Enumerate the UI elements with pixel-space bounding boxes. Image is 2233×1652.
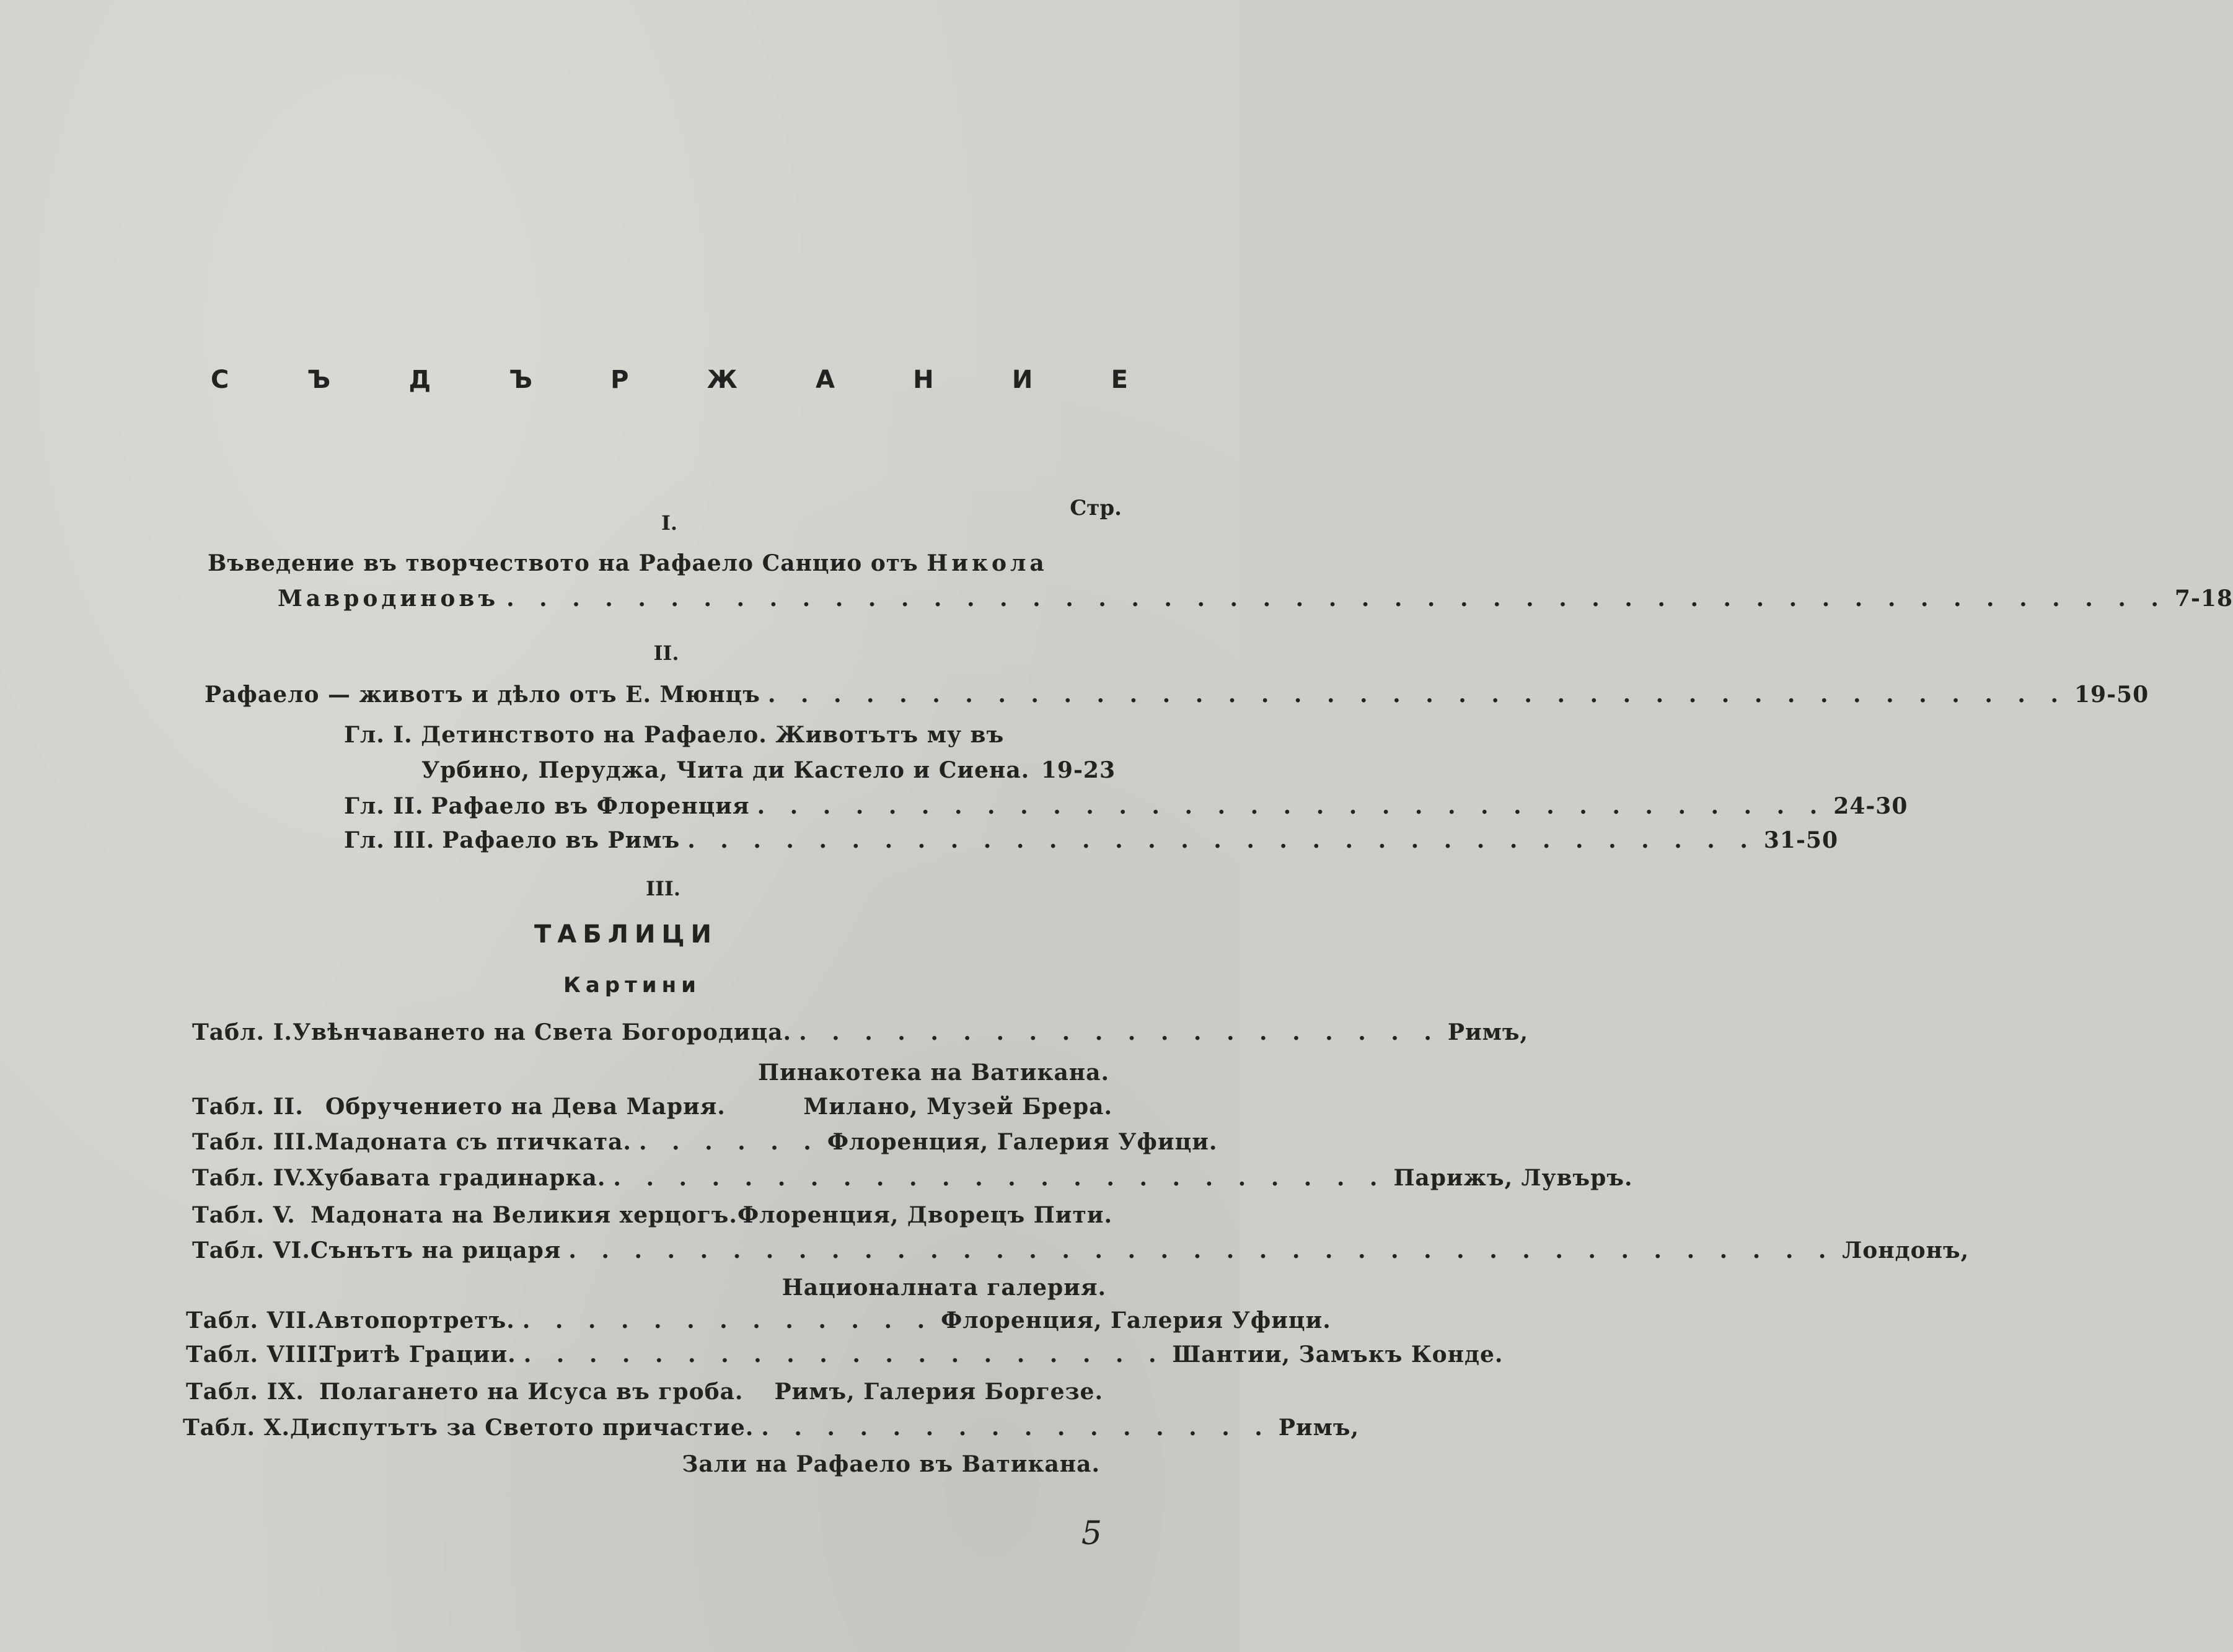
plate-title: Сънътъ на рицаря [310,1237,562,1263]
plate-row [192,1237,1970,1263]
page-number: 5 [1081,1515,1102,1552]
title-letter: Ъ [509,366,532,394]
plate-label: Табл. III. [192,1129,315,1155]
toc-entry-text: Въведение въ творчеството на Рафаело Санцио отъ [208,550,918,576]
chapter-title: Детинството на Рафаело. Животътъ му въ [421,722,1005,748]
plate-place: Шантии, Замъкъ Конде. [1172,1342,1504,1368]
page-range: 19-23 [1041,757,1116,783]
plate-label: Табл. VII. [186,1307,315,1333]
leader-dots: . . . . . . . . . . . . . . . . . . . . . . . . [613,1165,1386,1191]
chapter-title-cont: Урбино, Перуджа, Чита ди Кастело и Сиена. [421,757,1030,783]
title-letter: Е [1111,366,1128,394]
plate-row [192,1129,1218,1155]
plate-row [192,1094,1112,1120]
page-range: 19-50 [2074,682,2149,708]
plate-place: Римъ, [1447,1019,1529,1045]
page-range: 7-18 [2174,586,2233,612]
plate-row [192,1165,1633,1191]
title-letter: Ж [707,366,738,394]
section-numeral: I. [661,511,678,535]
chapter-label: Гл. III. [344,827,435,853]
plate-label: Табл. VIII. [186,1342,327,1368]
toc-entry-line [208,550,1048,576]
title-letter: С [211,366,229,394]
plate-title: Обручението на Дева Мария. [325,1094,726,1120]
plate-place: Римъ, [1278,1415,1360,1441]
chapter-entry-row [344,793,1908,819]
plate-label: Табл. IX. [186,1379,304,1405]
plate-place: Флоренция, Дворецъ Пити. [737,1202,1112,1228]
chapter-title: Рафаело въ Римъ [442,827,680,853]
plate-place: Парижъ, Лувъръ. [1393,1165,1633,1191]
chapter-entry-line [344,722,1004,748]
plate-label: Табл. IV. [192,1165,307,1191]
section-numeral: II. [653,641,679,665]
plate-row [186,1307,1331,1333]
plate-label: Табл. I. [192,1019,293,1045]
toc-entry-row [278,586,2233,612]
leader-dots: . . . . . . . . . . . . . . . . . . . . . . . . . . . . . . . . . [687,827,1756,853]
plate-label: Табл. V. [192,1202,296,1228]
toc-entry-row [205,682,2149,708]
plate-title: Увѣнчаването на Света Богородица. [292,1019,792,1045]
plate-place-cont: Националната галерия. [782,1275,1106,1301]
leader-dots: . . . . . . [638,1129,820,1155]
chapter-label: Гл. II. [344,793,424,819]
plate-label: Табл. X. [183,1415,291,1441]
leader-dots: . . . . . . . . . . . . . . . . . . . . . . . . . . . . . . . . . [757,793,1826,819]
plate-row [186,1379,1103,1405]
plate-label: Табл. VI. [192,1237,311,1263]
author-first-name: Никола [927,550,1048,576]
leader-dots: . . . . . . . . . . . . . [522,1307,934,1333]
plate-place: Флоренция, Галерия Уфици. [941,1307,1331,1333]
leader-dots: . . . . . . . . . . . . . . . . . . . . [523,1342,1165,1368]
leader-dots: . . . . . . . . . . . . . . . . . . . . . . . . . . . . . . . . . . . . . . . [568,1237,1835,1263]
title-letter: Р [610,366,629,394]
plate-place: Флоренция, Галерия Уфици. [827,1129,1218,1155]
plate-title: Автопортретъ. [315,1307,515,1333]
plate-place-cont: Пинакотека на Ватикана. [758,1060,1109,1086]
title-letter: А [815,366,835,394]
plate-place: Лондонъ, [1842,1237,1970,1263]
chapter-label: Гл. I. [344,722,413,748]
leader-dots: . . . . . . . . . . . . . . . . . . . . . . . . . . . . . . . . . . . . . . . . . . . . . . . . . . . [506,586,2167,612]
page-range: 31-50 [1763,827,1839,853]
title-letter: Д [408,366,431,394]
title-letter: Ъ [307,366,331,394]
page-range: 24-30 [1833,793,1908,819]
title-letter: И [1011,366,1033,394]
leader-dots: . . . . . . . . . . . . . . . . . . . . [799,1019,1440,1045]
leader-dots: . . . . . . . . . . . . . . . . . . . . . . . . . . . . . . . . . . . . . . . . [767,682,2067,708]
plate-row [186,1342,1504,1368]
plate-title: Мадоната на Великия херцогъ. [311,1202,738,1228]
plate-row [192,1019,1529,1045]
chapter-entry-row [344,827,1839,853]
plate-place: Римъ, Галерия Боргезе. [774,1379,1103,1405]
section-subheading: Картини [563,973,701,998]
plate-title: Мадоната съ птичката. [314,1129,632,1155]
plate-place-cont: Зали на Рафаело въ Ватикана. [682,1451,1100,1477]
page-column-label: Стр. [1070,496,1122,521]
plate-title: Диспутътъ за Светото причастие. [290,1415,754,1441]
plate-row [183,1415,1360,1441]
toc-entry-text: Рафаело — животъ и дѣло отъ Е. Мюнцъ [205,682,760,708]
plate-title: Полагането на Исуса въ гроба. [319,1379,744,1405]
author-last-name: Мавродиновъ [278,586,500,612]
section-heading: ТАБЛИЦИ [534,920,718,949]
chapter-entry-row [421,757,1116,783]
section-numeral: III. [645,877,681,900]
plate-label: Табл. II. [192,1094,304,1120]
leader-dots: . . . . . . . . . . . . . . . . [761,1415,1271,1441]
title-letter: Н [913,366,934,394]
plate-row [192,1202,1112,1228]
plate-title: Тритѣ Грации. [319,1342,516,1368]
plate-place: Милано, Музей Брера. [803,1094,1112,1120]
page-title [211,366,1128,394]
chapter-title: Рафаело въ Флоренция [431,793,750,819]
plate-title: Хубавата градинарка. [306,1165,606,1191]
